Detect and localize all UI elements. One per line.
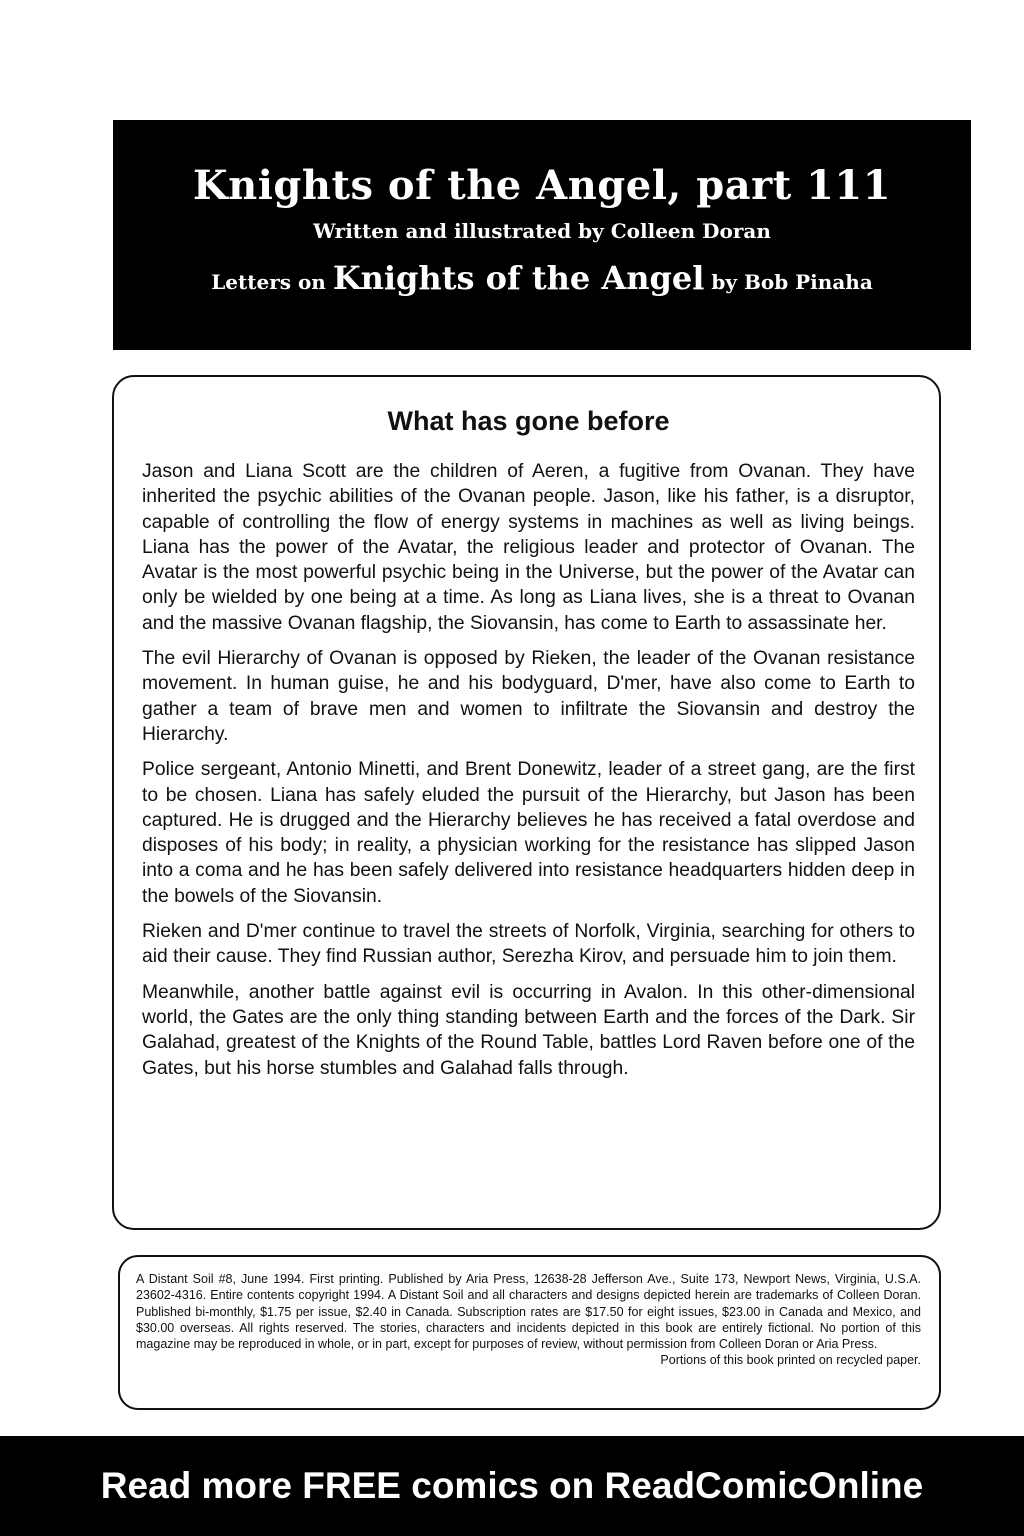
recap-paragraph: Meanwhile, another battle against evil is occurring in Avalon. In this other-dimensional world, the Gates are the only thing standing between Earth and the forces of the Dark. Sir Galahad, greatest of the Knights of the Round Table, battles Lord Raven before one of the Gates, but his horse stumbles and Galahad falls through. [142, 981, 915, 1079]
title-panel [113, 120, 971, 350]
recap-paragraph: The evil Hierarchy of Ovanan is opposed by Rieken, the leader of the Ovanan resistance movement. In human guise, he and his bodyguard, D'mer, have also come to Earth to gather a team of brave men and women to infiltrate the Siovansin and destroy the Hierarchy. [142, 648, 915, 745]
author-credit: Written and illustrated by Colleen Doran [313, 219, 771, 243]
recap-heading: What has gone before [387, 406, 670, 436]
story-title: Knights of the Angel, part 111 [192, 162, 892, 209]
publication-indicia [118, 1255, 941, 1410]
letterer-credit [113, 258, 971, 302]
letters-suffix: by Bob Pinaha [711, 270, 873, 294]
recap-paragraph: Jason and Liana Scott are the children of Aeren, a fugitive from Ovanan. They have inherited the psychic abilities of the Ovanan people. Jason, like his father, is a disruptor, capable of controlling the flow of energy systems in machines as well as living beings. Liana has the power of the Avatar, the religious leader and protector of Ovanan. The Avatar is the most powerful psychic being in the Universe, but the power of the Avatar can only be wielded by one being at a time. As long as Liana lives, she is a threat to Ovanan and the massive Ovanan flagship, the Siovansin, has come to Earth to assassinate her. [142, 461, 915, 634]
letters-story-title: Knights of the Angel [332, 259, 705, 297]
recap-paragraph: Police sergeant, Antonio Minetti, and Brent Donewitz, leader of a street gang, are the first to be chosen. Liana has safely eluded the pursuit of the Hierarchy, but Jason has been captured. He is drugged and the Hierarchy believes he has received a fatal overdose and disposes of his body; in reality, a physician working for the resistance has slipped Jason into a coma and he has been safely delivered into resistance headquarters hidden deep in the bowels of the Siovansin. [142, 759, 915, 907]
recap-box [112, 375, 941, 1230]
letters-prefix: Letters on [211, 270, 326, 294]
indicia-text: A Distant Soil #8, June 1994. First printing. Published by Aria Press, 12638-28 Jefferson Ave., Suite 173, Newport News, Virginia, U.S.A. 23602-4316. Entire contents copyright 1994. A Distant Soil and all characters and designs depicted herein are trademarks of Colleen Doran. Published bi-monthly, $1.75 per issue, $2.40 in Canada. Subscription rates are $17.50 for eight issues, $23.00 in Canada and Mexico, and $30.00 overseas. All rights reserved. The stories, characters and incidents depicted in this book are entirely fictional. No portion of this magazine may be reproduced in whole, or in part, except for purposes of review, without permission from Colleen Doran or Aria Press. [136, 1272, 921, 1352]
recap-paragraph: Rieken and D'mer continue to travel the streets of Norfolk, Virginia, searching for others to aid their cause. They find Russian author, Serezha Kirov, and persuade him to join them. [142, 921, 915, 968]
recycled-paper-note: Portions of this book printed on recycled paper. [660, 1353, 921, 1368]
promo-banner[interactable]: Read more FREE comics on ReadComicOnline [0, 1436, 1024, 1536]
